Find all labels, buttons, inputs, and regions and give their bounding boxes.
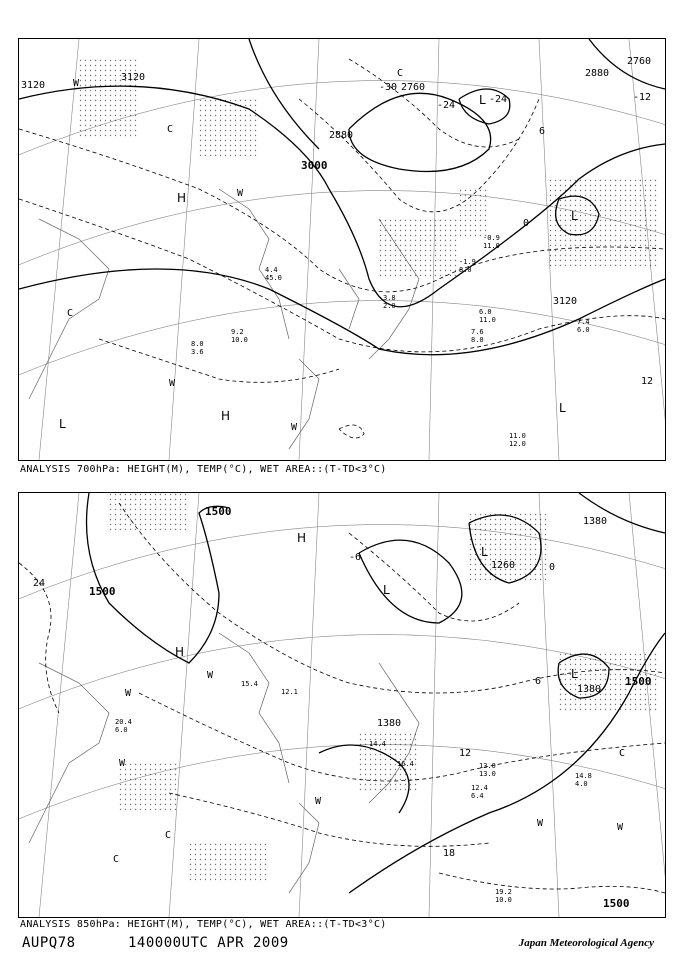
station-value: 4.0: [575, 780, 588, 788]
warm-marker: W: [537, 818, 544, 829]
low-center-marker: L: [571, 667, 578, 681]
station-value: 6.0: [115, 726, 128, 734]
bulletin-code: AUPQ78: [22, 935, 76, 951]
station-value: 6.0: [479, 308, 492, 316]
station-value: 9.2: [231, 328, 244, 336]
station-value: 19.2: [495, 888, 512, 896]
station-value: 8.0: [459, 266, 472, 274]
cold-marker: C: [113, 854, 120, 865]
low-center-marker: L: [481, 545, 488, 559]
warm-marker: W: [169, 378, 176, 389]
caption-850hpa: ANALYSIS 850hPa: HEIGHT(M), TEMP(°C), WET AREA::(T-TD<3°C): [20, 919, 387, 930]
cold-marker: C: [167, 124, 174, 135]
station-value: 16.4: [397, 760, 414, 768]
temp-label: 6: [535, 676, 542, 687]
warm-marker: W: [237, 188, 244, 199]
temp-label: 18: [443, 848, 456, 859]
station-value: 14.8: [575, 772, 592, 780]
temp-label: -24: [489, 94, 508, 105]
station-value: 20.4: [115, 718, 132, 726]
warm-marker: W: [617, 822, 624, 833]
low-center-marker: L: [479, 93, 486, 107]
high-center-marker: H: [221, 409, 231, 423]
station-value: 14.4: [369, 740, 386, 748]
height-label: 1500: [89, 585, 116, 598]
station-value: 7.6: [471, 328, 484, 336]
station-value: 12.4: [471, 784, 488, 792]
temp-label: -30: [379, 82, 398, 93]
low-center-marker: L: [571, 209, 578, 223]
height-label: 1380: [583, 516, 608, 527]
height-label: 1380: [577, 684, 602, 695]
warm-marker: W: [291, 422, 298, 433]
station-value: 11.0: [479, 316, 496, 324]
cold-marker: C: [67, 308, 74, 319]
height-label: 3120: [21, 80, 46, 91]
caption-700hpa: ANALYSIS 700hPa: HEIGHT(M), TEMP(°C), WET AREA::(T-TD<3°C): [20, 464, 387, 475]
temp-label: -12: [633, 92, 652, 103]
warm-marker: W: [207, 670, 214, 681]
high-center-marker: H: [177, 191, 187, 205]
temp-label: 24: [33, 578, 46, 589]
height-label: 3120: [121, 72, 146, 83]
height-label: 1380: [377, 718, 402, 729]
height-label: 1500: [603, 897, 630, 910]
station-value: -0.9: [483, 234, 500, 242]
height-label: 2760: [627, 56, 652, 67]
analysis-time: 140000UTC APR 2009: [128, 935, 289, 951]
station-value: 10.0: [495, 896, 512, 904]
station-value: 12.0: [509, 440, 526, 448]
station-value: 4.4: [265, 266, 278, 274]
station-value: 12.1: [281, 688, 298, 696]
temp-label: 12: [641, 376, 654, 387]
temp-label: -24: [437, 100, 456, 111]
station-value: 8.0: [471, 336, 484, 344]
wet-area-stipple: [79, 56, 659, 279]
warm-marker: W: [119, 758, 126, 769]
station-value: 15.4: [241, 680, 258, 688]
station-value: 7.4: [577, 318, 590, 326]
map-700hpa: [18, 38, 666, 461]
height-label: 3120: [553, 296, 578, 307]
station-value: 13.0: [479, 762, 496, 770]
station-value: 3.6: [191, 348, 204, 356]
temp-label: 0: [523, 218, 530, 229]
map-700hpa-lines: [19, 39, 665, 460]
station-value: 13.0: [479, 770, 496, 778]
temp-label: 0: [549, 562, 556, 573]
high-center-marker: H: [175, 645, 185, 659]
cold-marker: C: [165, 830, 172, 841]
height-label: 1500: [625, 675, 652, 688]
warm-marker: W: [73, 78, 80, 89]
warm-marker: W: [125, 688, 132, 699]
station-value: 8.0: [191, 340, 204, 348]
low-center-marker: L: [383, 583, 390, 597]
warm-marker: W: [315, 796, 322, 807]
cold-marker: C: [397, 68, 404, 79]
station-value: 10.0: [231, 336, 248, 344]
station-value: -1.9: [459, 258, 476, 266]
station-value: 11.0: [483, 242, 500, 250]
low-center-marker: L: [559, 401, 566, 415]
height-label: 2880: [585, 68, 610, 79]
height-label: 2760: [401, 82, 426, 93]
station-value: 3.8: [383, 294, 396, 302]
station-value: 2.0: [383, 302, 396, 310]
high-center-marker: H: [297, 531, 307, 545]
height-label: 3000: [301, 159, 328, 172]
station-value: 6.0: [577, 326, 590, 334]
station-value: 6.4: [471, 792, 484, 800]
cold-marker: C: [619, 748, 626, 759]
temp-label: -6: [349, 552, 362, 563]
height-label: 1260: [491, 560, 516, 571]
agency-name: Japan Meteorological Agency: [518, 937, 654, 949]
station-value: 11.0: [509, 432, 526, 440]
temp-label: 6: [539, 126, 546, 137]
map-850hpa: [18, 492, 666, 918]
station-value: 45.0: [265, 274, 282, 282]
low-center-marker: L: [59, 417, 66, 431]
height-label: 2880: [329, 130, 354, 141]
temp-label: 12: [459, 748, 472, 759]
height-label: 1500: [205, 505, 232, 518]
